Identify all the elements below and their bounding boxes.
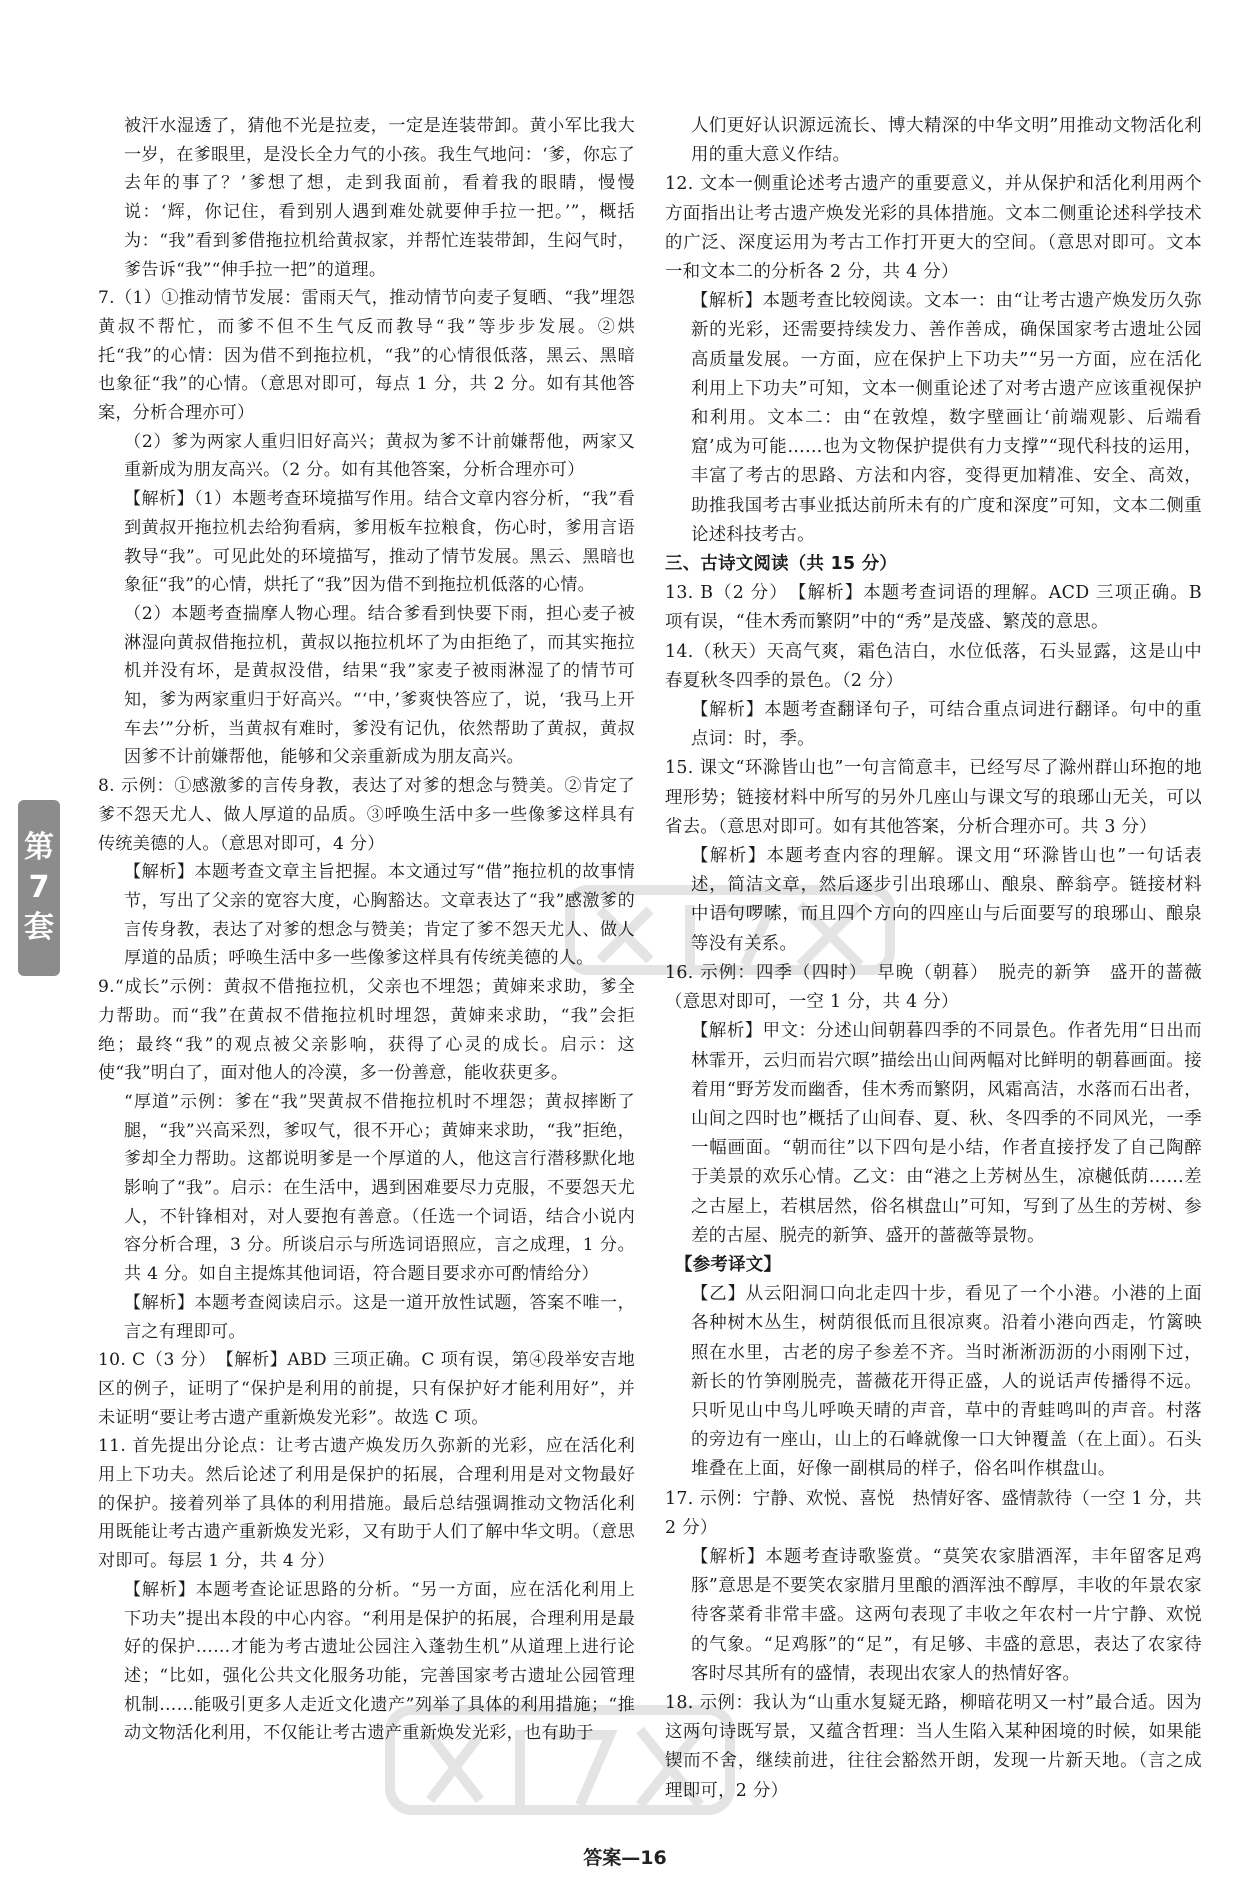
left-paragraph: 7.（1）①推动情节发展：雷雨天气，推动情节向麦子复晒、“我”埋怨黄叔不帮忙，而爹不但不生气反而教导“我”等步步发展。②烘托“我”的心情：因为借不到拖拉机，“我”的心情很低落，黑云、黑暗也象征“我”的心情。（意思对即可，每点 1 分，共 2 分。如有其他答案，分析合理亦可） bbox=[98, 288, 635, 424]
right-paragraph: 【解析】本题考查翻译句子，可结合重点词进行翻译。句中的重点词：时，季。 bbox=[691, 700, 1202, 750]
left-paragraph: 【解析】本题考查文章主旨把握。本文通过写“借”拖拉机的故事情节，写出了父亲的宽容大度，心胸豁达。文章表达了“我”感激爹的言传身教，表达了对爹的想念与赞美；肯定了爹不怨天尤人、做人厚道的品质；呼唤生活中多一些像爹这样具有传统美德的人。 bbox=[124, 862, 635, 969]
tab-char: 7 bbox=[28, 870, 50, 905]
left-paragraph: 【解析】本题考查论证思路的分析。“另一方面，应在活化利用上下功夫”提出本段的中心内容。“利用是保护的拓展，合理利用是最好的保护……才能为考古遗址公园注入蓬勃生机”从道理上进行论述；“比如，强化公共文化服务功能，完善国家考古遗址公园管理机制……能吸引更多人走近文化遗产”列举了具体的利用措施；“推动文物活化利用，不仅能让考古遗产重新焕发光彩，也有助于 bbox=[124, 1579, 635, 1744]
right-paragraph: 【参考译文】 bbox=[675, 1254, 782, 1275]
page-footer: 答案—16 bbox=[583, 1847, 667, 1869]
left-paragraph: 被汗水湿透了，猜他不光是拉麦，一定是连装带卸。黄小军比我大一岁，在爹眼里，是没长全力气的小孩。我生气地问：‘爹，你忘了去年的事了？’爹想了想，走到我面前，看着我的眼睛，慢慢说：‘辉，你记住，看到别人遇到难处就要伸手拉一把。’”，概括为：“我”看到爹借拖拉机给黄叔家，并帮忙连装带卸，生闷气时，爹告诉“我”“伸手拉一把”的道理。 bbox=[124, 116, 635, 280]
left-column bbox=[98, 112, 635, 1748]
right-paragraph: 【乙】从云阳洞口向北走四十步，看见了一个小港。小港的上面各种树木丛生，树荫很低而且很凉爽。沿着小港向西走，竹篱映照在水里，古老的房子参差不齐。当时淅淅沥沥的小雨刚下过，新长的竹笋刚脱壳，蔷薇花开得正盛，人的说话声传播得不远。只听见山中鸟儿呼唤天晴的声音，草中的青蛙鸣叫的声音。村落的旁边有一座山，山上的石峰就像一口大钟覆盖（在上面）。石头堆叠在上面，好像一副棋局的样子，俗名叫作棋盘山。 bbox=[691, 1284, 1202, 1480]
right-paragraph: 三、古诗文阅读（共 15 分） bbox=[665, 554, 898, 575]
right-paragraph: 17. 示例：宁静、欢悦、喜悦 热情好客、盛情款待（一空 1 分，共 2 分） bbox=[665, 1488, 1202, 1538]
right-paragraph: 15. 课文“环滁皆山也”一句言简意丰，已经写尽了滁州群山环抱的地理形势；链接材料中所写的另外几座山与课文写的琅琊山无关，可以省去。（意思对即可。如有其他答案，分析合理亦可。共 3 分） bbox=[665, 758, 1202, 837]
left-paragraph: 【解析】本题考查阅读启示。这是一道开放性试题，答案不唯一，言之有理即可。 bbox=[124, 1292, 635, 1342]
left-paragraph: 11. 首先提出分论点：让考古遗产焕发历久弥新的光彩，应在活化利用上下功夫。然后论述了利用是保护的拓展，合理利用是对文物最好的保护。接着列举了具体的利用措施。最后总结强调推动文物活化利用既能让考古遗产重新焕发光彩，又有助于人们了解中华文明。（意思对即可。每层 1 分，共 4 分） bbox=[98, 1436, 635, 1572]
right-paragraph: 【解析】本题考查比较阅读。文本一：由“让考古遗产焕发历久弥新的光彩，还需要持续发力、善作善成，确保国家考古遗址公园高质量发展。一方面，应在保护上下功夫”“另一方面，应在活化利用上下功夫”可知，文本一侧重论述了对考古遗产应该重视保护和利用。文本二：由“在敦煌，数字壁画让‘前端观影、后端看窟’成为可能……也为文物保护提供有力支撑”“现代科技的运用，丰富了考古的思路、方法和内容，变得更加精准、安全、高效，助推我国考古事业抵达前所未有的广度和深度”可知，文本二侧重论述科技考古。 bbox=[691, 291, 1202, 545]
left-paragraph: （2）爹为两家人重归旧好高兴；黄叔为爹不计前嫌帮他，两家又重新成为朋友高兴。（2 分。如有其他答案，分析合理亦可） bbox=[124, 431, 635, 481]
tab-char: 套 bbox=[24, 910, 54, 945]
left-paragraph: “厚道”示例：爹在“我”哭黄叔不借拖拉机时不埋怨；黄叔摔断了腿，“我”兴高采烈，爹叹气，很不开心；黄婶来求助，“我”拒绝，爹却全力帮助。这都说明爹是一个厚道的人，他这言行潜移默化地影响了“我”。启示：在生活中，遇到困难要尽力克服，不要怨天尤人，不针锋相对，对人要抱有善意。（任选一个词语，结合小说内容分析合理，3 分。所谈启示与所选词语照应，言之成理，1 分。共 4 分。如自主提炼其他词语，符合题目要求亦可酌情给分） bbox=[124, 1091, 635, 1285]
right-paragraph: 【解析】本题考查内容的理解。课文用“环滁皆山也”一句话表述，简洁文章，然后逐步引出琅琊山、酿泉、醉翁亭。链接材料中语句啰嗦，而且四个方向的四座山与后面要写的琅琊山、酿泉等没有关系。 bbox=[691, 846, 1202, 954]
left-paragraph: 8. 示例：①感激爹的言传身教，表达了对爹的想念与赞美。②肯定了爹不怨天尤人、做人厚道的品质。③呼唤生活中多一些像爹这样具有传统美德的人。（意思对即可，4 分） bbox=[98, 776, 635, 854]
right-paragraph: 14.（秋天）天高气爽，霜色洁白，水位低落，石头显露，这是山中春夏秋冬四季的景色。（2 分） bbox=[665, 641, 1202, 691]
left-paragraph: 10. C（3 分） 【解析】ABD 三项正确。C 项有误，第④段举安吉地区的例子，证明了“保护是利用的前提，只有保护好才能利用好”，并未证明“要让考古遗产重新焕发光彩”。故选 C 项。 bbox=[98, 1350, 635, 1428]
right-paragraph: 13. B（2 分） 【解析】本题考查词语的理解。ACD 三项正确。B 项有误，“佳木秀而繁阴”中的“秀”是茂盛、繁茂的意思。 bbox=[665, 583, 1202, 633]
right-paragraph: 18. 示例：我认为“山重水复疑无路，柳暗花明又一村”最合适。因为这两句诗既写景，又蕴含哲理：当人生陷入某种困境的时候，如果能锲而不舍，继续前进，往往会豁然开朗，发现一片新天地。（言之成理即可，2 分） bbox=[665, 1692, 1202, 1801]
right-paragraph: 【解析】本题考查诗歌鉴赏。“莫笑农家腊酒浑，丰年留客足鸡豚”意思是不要笑农家腊月里酿的酒浑浊不醇厚，丰收的年景农家待客菜肴非常丰盛。这两句表现了丰收之年农村一片宁静、欢悦的气象。“足鸡豚”的“足”，有足够、丰盛的意思，表达了农家待客时尽其所有的盛情，表现出农家人的热情好客。 bbox=[691, 1546, 1202, 1684]
left-paragraph: 9.“成长”示例：黄叔不借拖拉机，父亲也不埋怨；黄婶来求助，爹全力帮助。而“我”在黄叔不借拖拉机时埋怨，黄婶来求助，“我”会拒绝；最终“我”的观点被父亲影响，获得了心灵的成长。启示：这使“我”明白了，面对他人的冷漠，多一份善意，能收获更多。 bbox=[98, 977, 635, 1084]
tab-char: 第 bbox=[24, 830, 54, 865]
right-paragraph: 【解析】甲文：分述山间朝暮四季的不同景色。作者先用“日出而林霏开，云归而岩穴暝”描绘出山间两幅对比鲜明的朝暮画面。接着用“野芳发而幽香，佳木秀而繁阴，风霜高洁，水落而石出者，山间之四时也”概括了山间春、夏、秋、冬四季的不同风光，一季一幅画面。“朝而往”以下四句是小结，作者直接抒发了自己陶醉于美景的欢乐心情。乙文：由“港之上芳树丛生，凉樾低荫……差之古屋上，若棋居然，俗名棋盘山”可知，写到了丛生的芳树、参差的古屋、脱壳的新笋、盛开的蔷薇等景物。 bbox=[691, 1021, 1202, 1246]
set-number-tab bbox=[18, 800, 60, 976]
left-paragraph: 【解析】（1）本题考查环境描写作用。结合文章内容分析，“我”看到黄叔开拖拉机去给狗看病，爹用板车拉粮食，伤心时，爹用言语教导“我”。可见此处的环境描写，推动了情节发展。黑云、黑暗也象征“我”的心情，烘托了“我”因为借不到拖拉机低落的心情。 bbox=[124, 489, 635, 596]
left-paragraph: （2）本题考查揣摩人物心理。结合爹看到快要下雨，担心麦子被淋湿向黄叔借拖拉机，黄叔以拖拉机坏了为由拒绝了，而其实拖拉机并没有坏，是黄叔没借，结果“我”家麦子被雨淋湿了的情节可知，爹为两家重归于好高兴。“‘中，’爹爽快答应了，说，‘我马上开车去’”分析，当黄叔有难时，爹没有记仇，依然帮助了黄叔，黄叔因爹不计前嫌帮他，能够和父亲重新成为朋友高兴。 bbox=[124, 603, 635, 768]
right-column bbox=[665, 112, 1202, 1806]
right-paragraph: 人们更好认识源远流长、博大精深的中华文明”用推动文物活化利用的重大意义作结。 bbox=[691, 116, 1202, 166]
right-paragraph: 12. 文本一侧重论述考古遗产的重要意义，并从保护和活化利用两个方面指出让考古遗产焕发光彩的具体措施。文本二侧重论述科学技术的广泛、深度运用为考古工作打开更大的空间。（意思对即可。文本一和文本二的分析各 2 分，共 4 分） bbox=[665, 174, 1202, 283]
right-paragraph: 16. 示例：四季（四时） 早晚（朝暮） 脱壳的新笋 盛开的蔷薇（意思对即可，一空 1 分，共 4 分） bbox=[665, 962, 1202, 1013]
